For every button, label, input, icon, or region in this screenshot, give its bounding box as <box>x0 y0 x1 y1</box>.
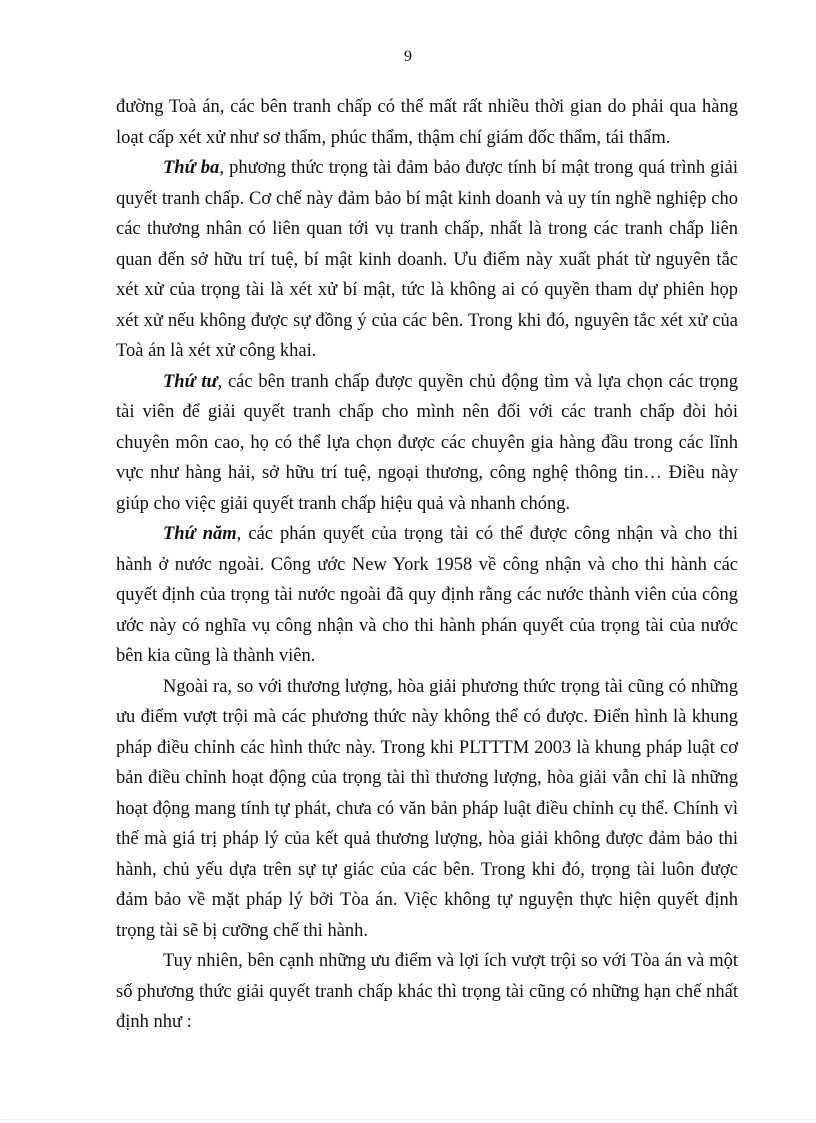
paragraph-thu-tu <box>116 367 738 520</box>
paragraph-lead: Thứ ba <box>163 158 220 178</box>
paragraph-tuy-nhien <box>116 946 738 1038</box>
paragraph-thu-ba <box>116 153 738 367</box>
paragraph-text: , các phán quyết của trọng tài có thể được công nhận và cho thi hành ở nước ngoài. Công ước New York 1958 về công nhận và cho thi hành các quyết định của trọng tài nước ngoài đã quy định rằng các nước thành viên của công ước này có nghĩa vụ công nhận và cho thi hành phán quyết của trọng tài của nước bên kia cũng là thành viên. <box>116 524 738 666</box>
paragraph-continuation <box>116 92 738 153</box>
paragraph-text: Tuy nhiên, bên cạnh những ưu điểm và lợi ích vượt trội so với Tòa án và một số phương thức giải quyết tranh chấp khác thì trọng tài cũng có những hạn chế nhất định như : <box>116 951 738 1032</box>
page-number: 9 <box>404 48 412 65</box>
page-bottom-divider <box>0 1119 816 1120</box>
paragraph-lead: Thứ năm <box>163 524 237 544</box>
paragraph-text: , phương thức trọng tài đảm bảo được tính bí mật trong quá trình giải quyết tranh chấp. Cơ chế này đảm bảo bí mật kinh doanh và uy tín nghề nghiệp cho các thương nhân có liên quan tới vụ tranh chấp, nhất là trong các tranh chấp liên quan đến sở hữu trí tuệ, bí mật kinh doanh. Ưu điểm này xuất phát từ nguyên tắc xét xử của trọng tài là xét xử bí mật, tức là không ai có quyền tham dự phiên họp xét xử nếu không được sự đồng ý của các bên. Trong khi đó, nguyên tắc xét xử của Toà án là xét xử công khai. <box>116 158 738 361</box>
paragraph-text: Ngoài ra, so với thương lượng, hòa giải phương thức trọng tài cũng có những ưu điểm vượt trội mà các phương thức này không thể có được. Điển hình là khung pháp điều chỉnh các hình thức này. Trong khi PLTTTM 2003 là khung pháp luật cơ bản điều chỉnh hoạt động của trọng tài thì thương lượng, hòa giải vẫn chỉ là những hoạt động mang tính tự phát, chưa có văn bản pháp luật điều chỉnh cụ thể. Chính vì thế mà giá trị pháp lý của kết quả thương lượng, hòa giải không được đảm bảo thi hành, chủ yếu dựa trên sự tự giác của các bên. Trong khi đó, trọng tài luôn được đảm bảo về mặt pháp lý bởi Tòa án. Việc không tự nguyện thực hiện quyết định trọng tài sẽ bị cưỡng chế thi hành. <box>116 676 738 941</box>
paragraph-text: đường Toà án, các bên tranh chấp có thể mất rất nhiều thời gian do phải qua hàng loạt cấp xét xử như sơ thẩm, phúc thẩm, thậm chí giám đốc thẩm, tái thẩm. <box>116 97 738 148</box>
paragraph-lead: Thứ tư <box>163 371 218 392</box>
document-body <box>116 92 738 1038</box>
paragraph-ngoai-ra <box>116 672 738 947</box>
paragraph-text: , các bên tranh chấp được quyền chủ động tìm và lựa chọn các trọng tài viên để giải quyết tranh chấp cho mình nên đối với các tranh chấp đòi hỏi chuyên môn cao, họ có thể lựa chọn được các chuyên gia hàng đầu trong các lĩnh vực như hàng hải, sở hữu trí tuệ, ngoại thương, công nghệ thông tin… Điều này giúp cho việc giải quyết tranh chấp hiệu quả và nhanh chóng. <box>116 371 738 514</box>
paragraph-thu-nam <box>116 519 738 672</box>
